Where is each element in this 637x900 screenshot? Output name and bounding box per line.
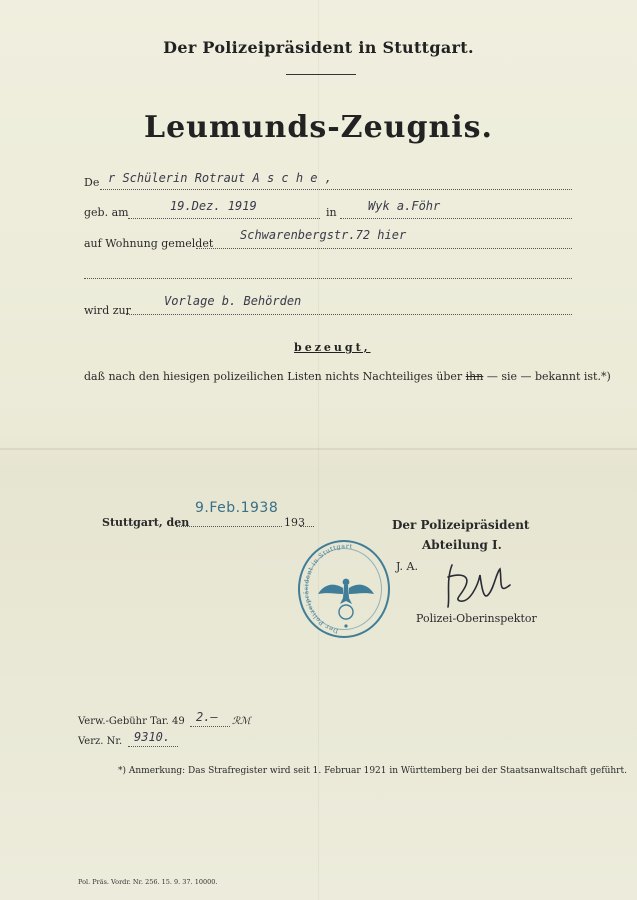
blank-line [84, 278, 572, 279]
statement-part1: daß nach den hiesigen polizeilichen Listen nichts Nachteiliges über [84, 370, 463, 383]
name-line [100, 189, 572, 190]
birth-date-line [128, 218, 320, 219]
birth-place-value: Wyk a.Föhr [368, 199, 441, 213]
place-label: Stuttgart, den [102, 516, 190, 529]
birth-place-label: in [326, 206, 337, 219]
official-seal [298, 540, 390, 638]
signatory-ia: J. A. [396, 560, 418, 573]
statement-part2: — sie — bekannt ist.*) [486, 370, 611, 383]
attested-word: bezeugt, [294, 341, 371, 354]
year-label: 193 [284, 516, 305, 529]
residence-label: auf Wohnung gemeldet [84, 237, 214, 250]
name-value: r Schülerin Rotraut A s c h e , [108, 171, 332, 185]
residence-value: Schwarenbergstr.72 hier [240, 228, 407, 242]
fee-line [190, 726, 230, 727]
number-line [128, 746, 178, 747]
seal-text: Der Polizeipräsident in Stuttgart [303, 542, 354, 635]
year-line [300, 526, 314, 527]
number-label: Verz. Nr. [78, 736, 123, 747]
birth-place-line [340, 218, 572, 219]
header-rule [286, 74, 356, 75]
seal-graphic [300, 542, 392, 640]
purpose-value: Vorlage b. Behörden [164, 294, 302, 308]
de-label: De [84, 176, 100, 189]
footnote: *) Anmerkung: Das Strafregister wird seit 1. Februar 1921 in Württemberg bei der Staatsanwaltschaft geführt. [118, 766, 627, 776]
signatory-department: Abteilung I. [422, 538, 502, 552]
purpose-line [126, 314, 572, 315]
form-footer: Pol. Präs. Vordr. Nr. 256. 15. 9. 37. 10000. [78, 878, 218, 886]
birth-date-value: 19.Dez. 1919 [170, 199, 257, 213]
date-line [176, 526, 282, 527]
eagle-icon [318, 579, 374, 628]
fee-label: Verw.-Gebühr Tar. 49 [78, 716, 185, 727]
fee-unit: ℛℳ [232, 716, 251, 727]
purpose-label: wird zur [84, 304, 131, 317]
signatory-rank: Polizei-Oberinspektor [416, 612, 537, 625]
birth-date-label: geb. am [84, 206, 129, 219]
fee-value: 2.– [196, 710, 218, 724]
document-title: Leumunds-Zeugnis. [144, 110, 493, 145]
handwritten-signature [440, 555, 520, 615]
date-stamp: 9.Feb.1938 [195, 500, 279, 516]
residence-line [196, 248, 572, 249]
statement-struck: ihn [465, 370, 484, 383]
issuing-authority: Der Polizeipräsident in Stuttgart. [163, 38, 474, 57]
signatory-title: Der Polizeipräsident [392, 518, 530, 532]
statement [84, 370, 611, 383]
number-value: 9310. [134, 730, 171, 744]
